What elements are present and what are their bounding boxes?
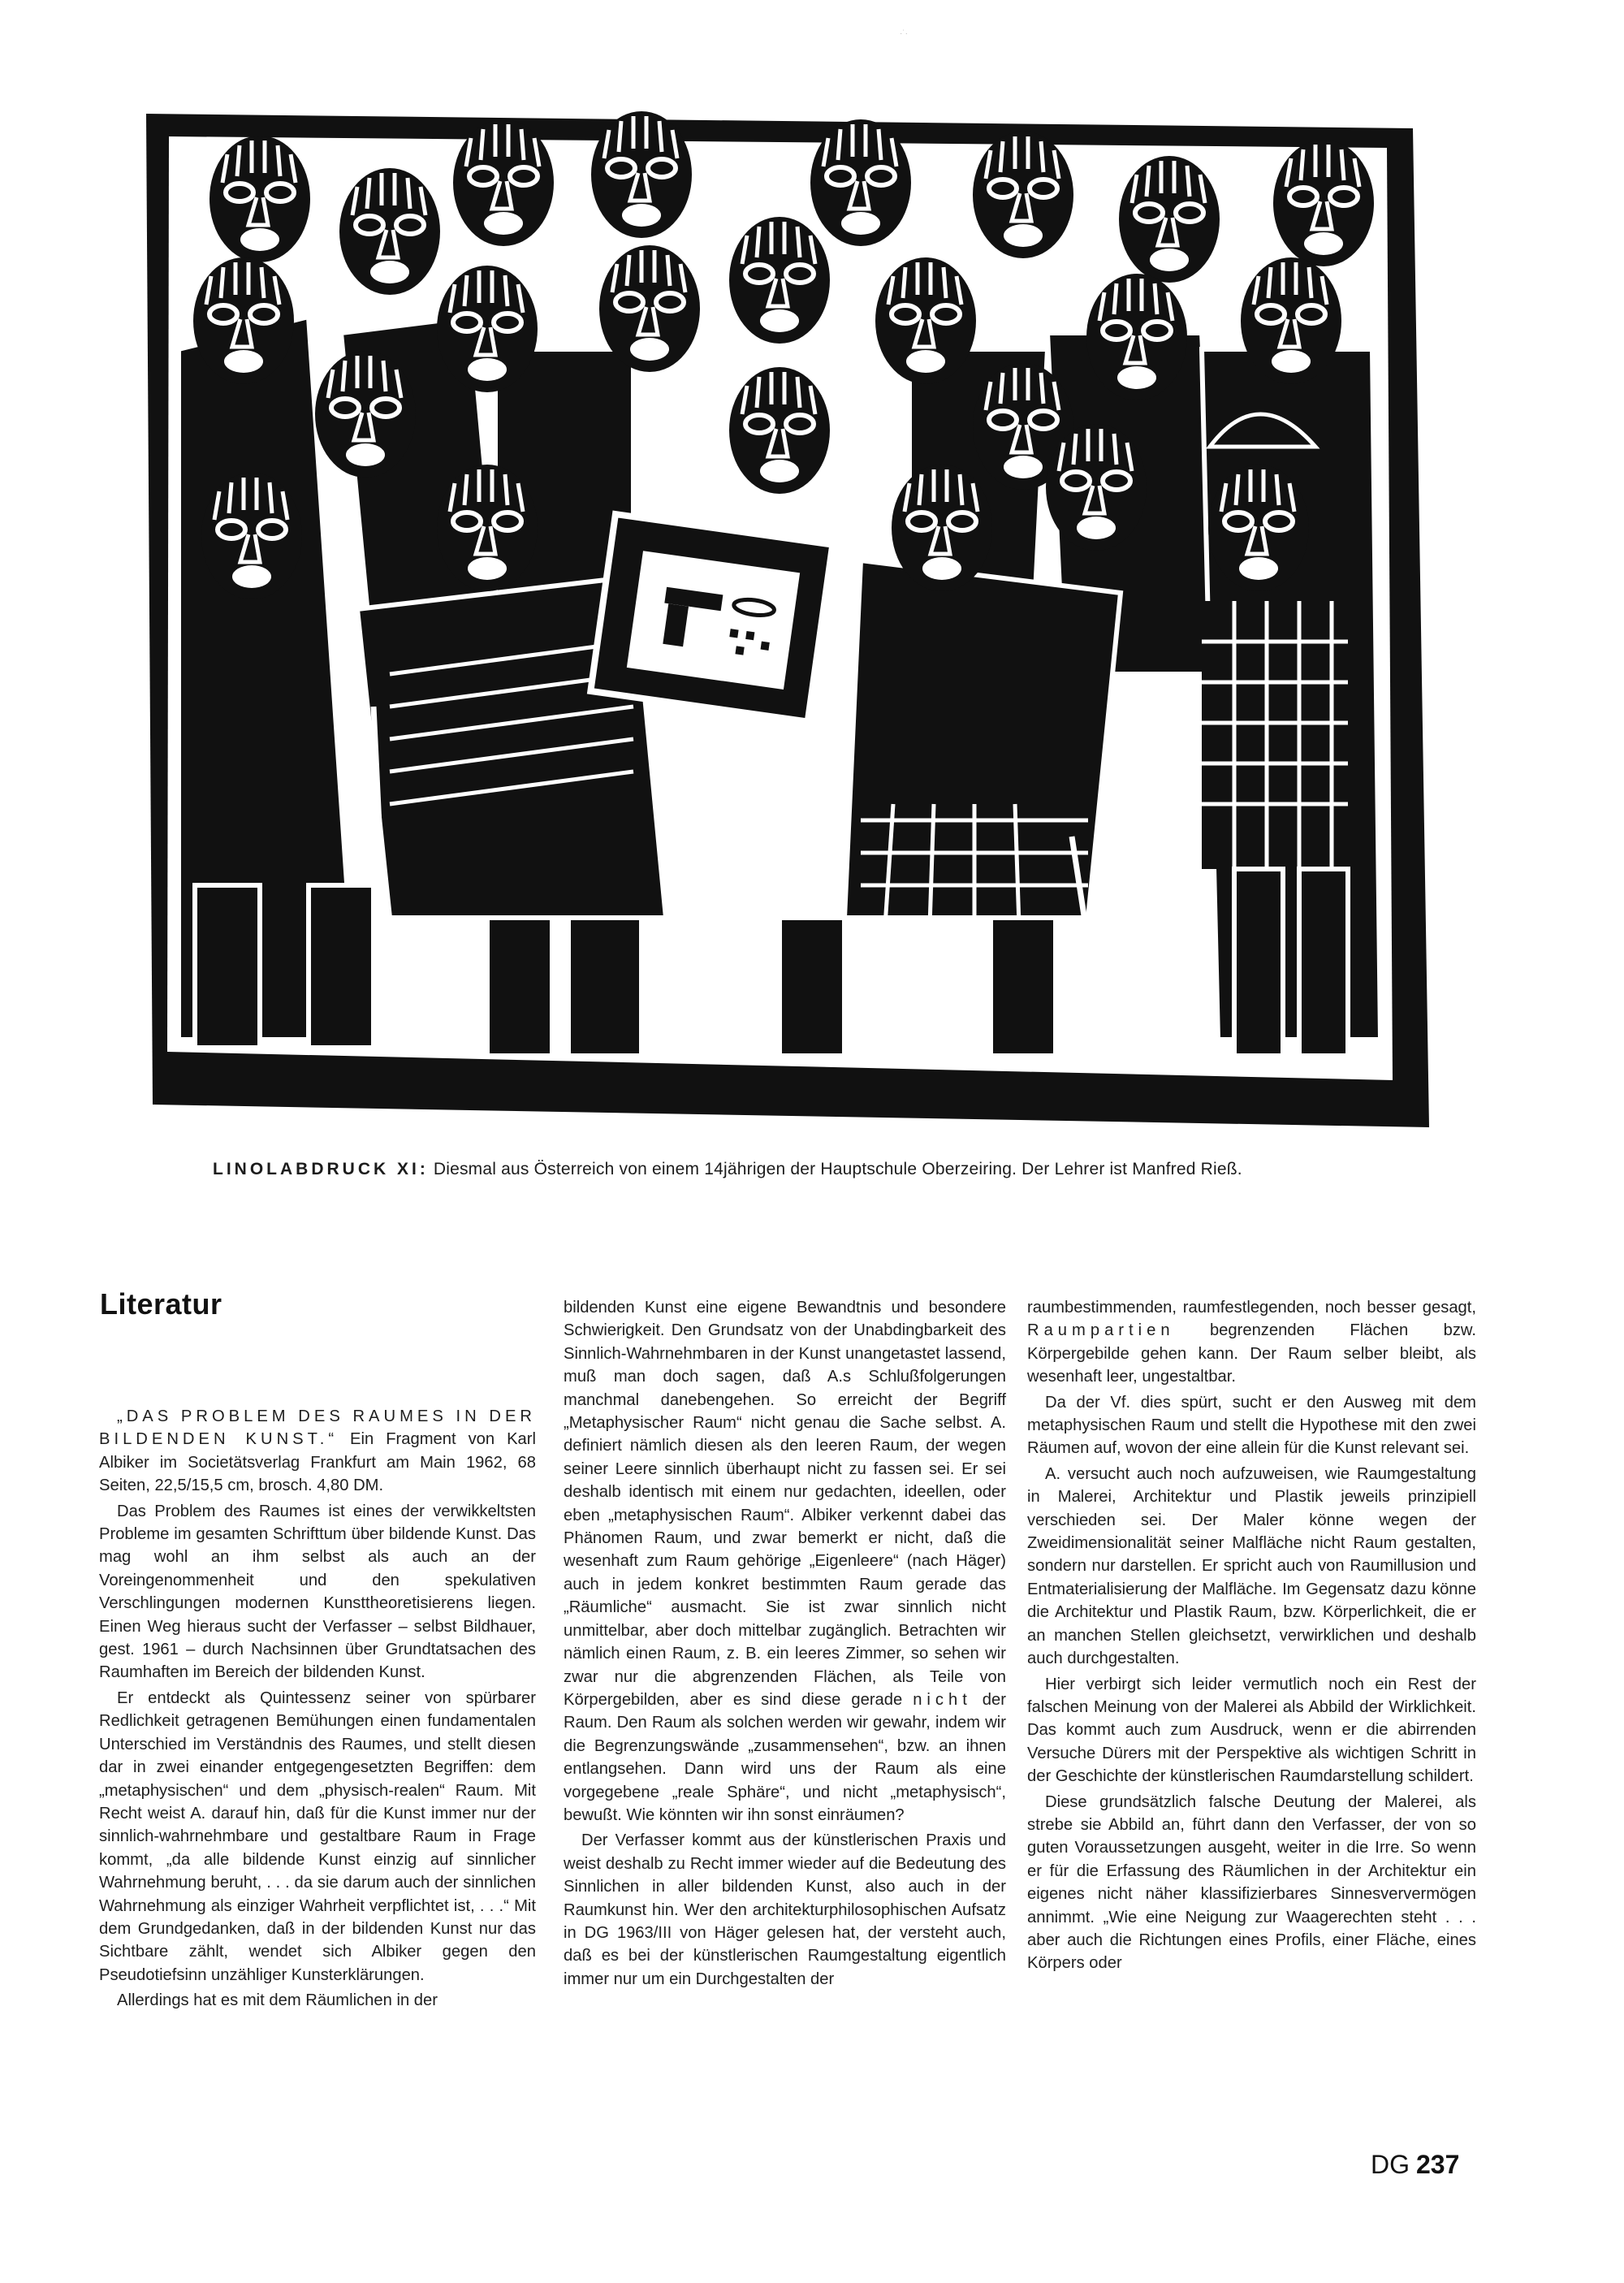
paragraph bbox=[564, 1296, 1006, 1827]
paragraph: Der Verfasser kommt aus der künstlerischen Praxis und weist deshalb zu Recht immer wieder auf die Bedeutung des Sinnlichen in aller bildenden Kunst, also auch in der Raumkunst hin. Wer den architekturphilosophischen Aufsatz in DG 1963/III von Häger gelesen hat, der versteht auch, daß es bei der künstlerischen Raumgestaltung eigentlich immer nur um ein Durchgestalten der bbox=[564, 1831, 1006, 1988]
article-column-1 bbox=[99, 1405, 536, 2013]
paragraph: A. versucht auch noch aufzuweisen, wie Raumgestaltung in Malerei, Architektur und Plastik jeweils prinzipiell verschieden sei. Der Maler könne wegen der Zweidimensionalität seiner Malfläche nicht Raum gestalten, sondern nur darstellen. Er spricht auch von Raumillusion und Entmaterialisierung der Malfläche. Im Gegensatz dazu könne die Architektur und Plastik Raum, bzw. Körperlichkeit, die er an manchen Stellen gleichsetzt, verwirklichen und deshalb auch durchgestalten. bbox=[1027, 1464, 1476, 1668]
paragraph: Allerdings hat es mit dem Räumlichen in der bbox=[117, 1991, 438, 2010]
caption-label: LINOLABDRUCK XI: bbox=[213, 1160, 429, 1178]
journal-abbrev: DG bbox=[1371, 2150, 1410, 2179]
paragraph-text: raumbestimmenden, raumfestlegenden, noch besser gesagt, bbox=[1027, 1299, 1476, 1317]
article-column-3 bbox=[1027, 1296, 1476, 1975]
emphasized-word: nicht bbox=[913, 1690, 972, 1709]
paragraph bbox=[1027, 1296, 1476, 1389]
caption-text: Diesmal aus Österreich von einem 14jährigen der Hauptschule Oberzeiring. Der Lehrer ist Manfred Rieß. bbox=[428, 1160, 1242, 1178]
book-title: „DAS PROBLEM DES RAUMES IN DER BILDENDEN KUNST.“ bbox=[99, 1407, 536, 1449]
scan-specks: ·˙· bbox=[900, 29, 908, 38]
paragraph: Da der Vf. dies spürt, sucht er den Ausweg mit dem metaphysischen Raum und stellt die Hypothese mit den zwei Räumen auf, wovon der eine allein für die Kunst relevant sei. bbox=[1027, 1393, 1476, 1458]
paragraph-text: begrenzenden Flächen bzw. Körpergebilde gehen kann. Der Raum selber bleibt, als wesenhaft leer, ungestaltbar. bbox=[1027, 1321, 1476, 1386]
paragraph-text: der Raum. Den Raum als solchen werden wir gewahr, indem wir die Begrenzungswände „zusammensehen“, bzw. an ihnen entlangsehen. Dann wird uns der Raum als eine vorgegebene „reale Sphäre“, und nicht „metaphysisch“, bewußt. Wie könnten wir ihn sonst einräumen? bbox=[564, 1690, 1006, 1824]
book-info: Ein Fragment von Karl Albiker im Societätsverlag Frankfurt am Main 1962, 68 Seiten, 22,5/15,5 cm, brosch. 4,80 DM. bbox=[99, 1430, 536, 1495]
section-heading: Literatur bbox=[100, 1287, 222, 1321]
page-folio bbox=[1371, 2150, 1459, 2180]
paragraph: Er entdeckt als Quintessenz seiner von spürbarer Redlichkeit getragenen Bemühungen einen fundamentalen Unterschied im Verständnis des Raumes, und stellt diesen dar in zwei einander entgegengesetzten Begriffen: dem „metaphysischen“ und dem „physisch-realen“ Raum. Mit Recht weist A. darauf hin, daß für die Kunst immer nur der sinnlich-wahrnehmbare und gestaltbare Raum in Frage kommt, „da alle bildende Kunst einzig auf sinnlicher Wahrnehmung beruht, . . . da sie darum auch der sinnlichen Wahrnehmung als einziger Wahrheit verpflichtet ist, . . .“ Mit dem Grundgedanken, daß in der bildenden Kunst nur das Sichtbare zählt, wendet sich Albiker gegen den Pseudotiefsinn unzähliger Kunsterklärungen. bbox=[99, 1688, 536, 1984]
paragraph-text: bildenden Kunst eine eigene Bewandtnis und besondere Schwierigkeit. Den Grundsatz von der Unabdingbarkeit des Sinnlich-Wahrnehmbaren in der Kunst unangetastet lassend, muß man doch sagen, daß A.s Schlußfolgerungen manchmal danebengehen. So erreicht der Begriff „Metaphysischer Raum“ nicht genau die Sache selbst. A. definiert nämlich diesen als den leeren Raum, der wegen seiner Leere sinnlich überhaupt nicht zu fassen sei. Er sei deshalb identisch mit einem nur gedachten, ideellen, oder eben „metaphysischen Raum“. Albiker verkennt dabei das Phänomen Raum, und zwar bemerkt er nicht, daß die wesenhaft zum Raum gehörige „Eigenleere“ (nach Häger) auch in jedem konkret bestimmten Raum gerade das „Räumliche“ ausmacht. Sie ist zwar sinnlich nicht unmittelbar, aber doch mittelbar zugänglich. Betrachten wir nämlich einen Raum, z. B. ein leeres Zimmer, so sehen wir zwar nur die abgrenzenden Flächen, als Teile von Körpergebilden, aber es sind diese gerade bbox=[564, 1299, 1006, 1709]
emphasized-word: Raumpartien bbox=[1027, 1321, 1175, 1340]
linocut-print-image bbox=[146, 106, 1429, 1133]
paragraph: Hier verbirgt sich leider vermutlich noch ein Rest der falschen Meinung von der Malerei als Abbild der Wirklichkeit. Das kommt auch zum Ausdruck, wenn er die abirrenden Versuche Dürers mit der Perspektive als wichtigen Schritt in der Geschichte der künstlerischen Raumdarstellung schildert. bbox=[1027, 1675, 1476, 1786]
page-number: 237 bbox=[1416, 2150, 1460, 2179]
paragraph: Diese grundsätzlich falsche Deutung der Malerei, als strebe sie Abbild an, führt dann den Verfasser, der von so guten Voraussetzungen ausgeht, weiter in die Irre. So wenn er für die Erfassung des Räumlichen in der Architektur ein eigenes nicht näher klassifizierbares Sinnesververmögen annimmt. „Wie eine Neigung zur Waagerechten steht . . . aber auch die Richtungen eines Profils, einer Fläche, eines Körpers oder bbox=[1027, 1792, 1476, 1973]
book-reference bbox=[99, 1405, 536, 1498]
paragraph: Das Problem des Raumes ist eines der verwikkeltsten Probleme im gesamten Schrifttum über bildende Kunst. Das mag wohl an ihm selbst als auch an der Voreingenommenheit und den spekulativen Verschlingungen modernen Kunsttheoretisierens liegen. Einen Weg hieraus sucht der Verfasser – selbst Bildhauer, gest. 1961 – durch Nachsinnen über Grundtatsachen des Raumhaften im Bereich der bildenden Kunst. bbox=[99, 1502, 536, 1682]
linocut-artwork bbox=[146, 106, 1429, 1133]
article-column-2 bbox=[564, 1296, 1006, 1991]
figure-caption bbox=[213, 1160, 1512, 1179]
